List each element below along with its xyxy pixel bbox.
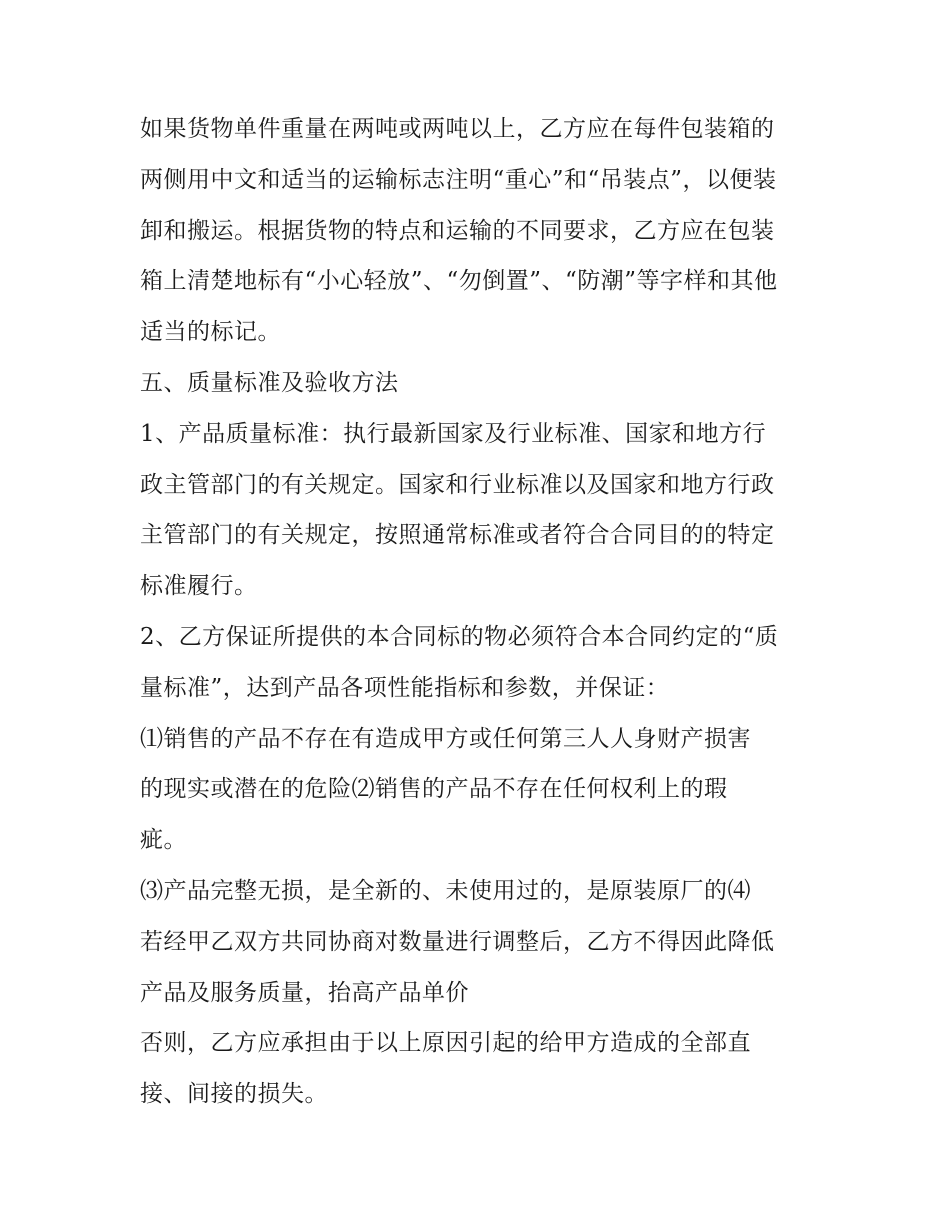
text-line-2: 两侧用中文和适当的运输标志注明“重心”和“吊装点”，以便装 bbox=[140, 166, 777, 193]
text-line-17: 若经甲乙双方共同协商对数量进行调整后，乙方不得因此降低 bbox=[140, 928, 775, 955]
text-line-12: 量标准”，达到产品各项性能指标和参数，并保证： bbox=[140, 674, 670, 701]
text-line-19: 否则，乙方应承担由于以上原因引起的给甲方造成的全部直 bbox=[140, 1030, 751, 1057]
text-line-8: 政主管部门的有关规定。国家和行业标准以及国家和地方行政 bbox=[140, 471, 775, 498]
text-line-14: 的现实或潜在的危险⑵销售的产品不存在任何权利上的瑕 bbox=[140, 776, 728, 803]
text-line-5: 适当的标记。 bbox=[140, 319, 281, 346]
text-line-7: 1、产品质量标准：执行最新国家及行业标准、国家和地方行 bbox=[140, 420, 767, 447]
text-line-20: 接、间接的损失。 bbox=[140, 1081, 328, 1108]
text-line-4: 箱上清楚地标有“小心轻放”、“勿倒置”、“防潮”等字样和其他 bbox=[140, 268, 778, 295]
text-line-11: 2、乙方保证所提供的本合同标的物必须符合本合同约定的“质 bbox=[140, 623, 779, 650]
text-line-3: 卸和搬运。根据货物的特点和运输的不同要求，乙方应在包装 bbox=[140, 217, 775, 244]
document-body bbox=[140, 104, 820, 1120]
text-line-1: 如果货物单件重量在两吨或两吨以上，乙方应在每件包装箱的 bbox=[140, 116, 775, 142]
text-line-15: 疵。 bbox=[140, 827, 187, 854]
text-line-10: 标准履行。 bbox=[140, 573, 258, 600]
section-heading: 五、质量标准及验收方法 bbox=[140, 369, 399, 396]
text-line-16: ⑶产品完整无损，是全新的、未使用过的，是原装原厂的⑷ bbox=[140, 877, 751, 904]
text-line-18: 产品及服务质量，抬高产品单价 bbox=[140, 979, 469, 1006]
text-line-13: ⑴销售的产品不存在有造成甲方或任何第三人人身财产损害 bbox=[140, 725, 751, 752]
text-line-9: 主管部门的有关规定，按照通常标准或者符合合同目的的特定 bbox=[140, 522, 775, 549]
